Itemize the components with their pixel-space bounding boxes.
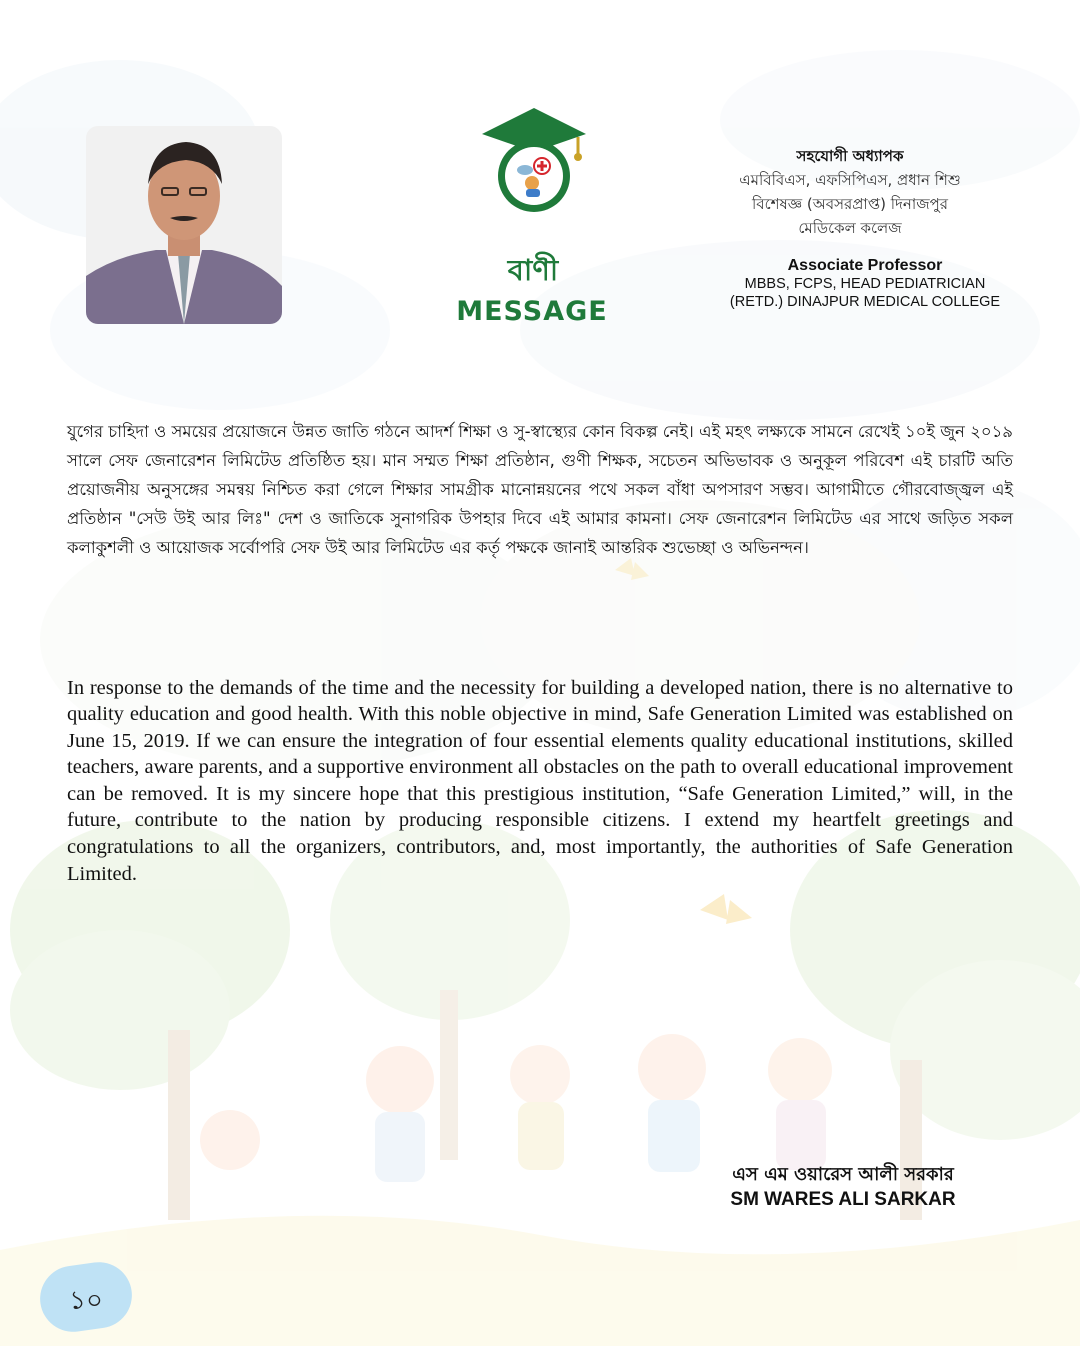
- page-number: ১০: [69, 1286, 103, 1316]
- title-message: MESSAGE: [456, 296, 608, 327]
- designation-english-line: MBBS, FCPS, HEAD PEDIATRICIAN: [744, 276, 986, 292]
- signature-name-bangla: এস এম ওয়ারেস আলী সরকার: [732, 1164, 954, 1185]
- portrait-photo: [86, 126, 282, 324]
- designation-bangla-line: মেডিকেল কলেজ: [798, 219, 902, 237]
- signature-name-english: SM WARES ALI SARKAR: [730, 1189, 956, 1210]
- designation-bangla-line: বিশেষজ্ঞ (অবসরপ্রাপ্ত) দিনাজপুর: [751, 195, 949, 213]
- designation-bangla-role: সহযোগী অধ্যাপক: [796, 147, 904, 165]
- designation-english-role: Associate Professor: [787, 257, 943, 274]
- message-english: In response to the demands of the time and the necessity for building a developed nation, there is no alternative to quality education and good health. With this noble objective in mind, Safe Generation Limited was established on June 15, 2019. If we can ensure the integration of four essential elements quality educational institutions, skilled teachers, aware parents, and a supportive environment all obstacles on the path to overall educational improvement can be removed. It is my sincere hope that this prestigious institution, “Safe Generation Limited,” will, in the future, contribute to the nation by producing responsible citizens. I extend my heartfelt greetings and congratulations to all the organizers, contributors, and, most importantly, the authorities of Safe Generation Limited.: [67, 676, 1013, 885]
- safe-generation-logo: [478, 104, 590, 222]
- message-bangla: যুগের চাহিদা ও সময়ের প্রয়োজনে উন্নত জাতি গঠনে আদর্শ শিক্ষা ও সু-স্বাস্থ্যের কোন বিকল্প নেই। এই মহৎ লক্ষ্যকে সামনে রেখেই ১০ই জুন ২০১৯ সালে সেফ জেনারেশন লিমিটেড প্রতিষ্ঠিত হয়। মান সম্মত শিক্ষা প্রতিষ্ঠান, গুণী শিক্ষক, সচেতন অভিভাবক ও অনুকূল পরিবেশ এই চারটি অতি প্রয়োজনীয় অনুসঙ্গের সমন্বয় নিশ্চিত করা গেলে শিক্ষার সামগ্রীক মানোন্নয়নের পথে সকল বাঁধা অপসারণ সম্ভব। আগামীতে গৌরবোজ্জ্বল এই প্রতিষ্ঠান "সেউ উই আর লিঃ" দেশ ও জাতিকে সুনাগরিক উপহার দিবে এই আমার কামনা। সেফ জেনারেশন লিমিটেড এর সাথে জড়িত সকল কলাকুশলী ও আয়োজক সর্বোপরি সেফ উই আর লিমিটেড এর কর্তৃ পক্ষকে জানাই আন্তরিক শুভেচ্ছা ও অভিনন্দন।: [67, 421, 1013, 557]
- designation-english-line: (RETD.) DINAJPUR MEDICAL COLLEGE: [729, 294, 1001, 310]
- designation-bangla: [700, 144, 1000, 240]
- designation-bangla-line: এমবিবিএস, এফসিপিএস, প্রধান শিশু: [739, 171, 961, 189]
- title-bangla: বাণী: [507, 253, 559, 287]
- designation-english: [722, 257, 1008, 311]
